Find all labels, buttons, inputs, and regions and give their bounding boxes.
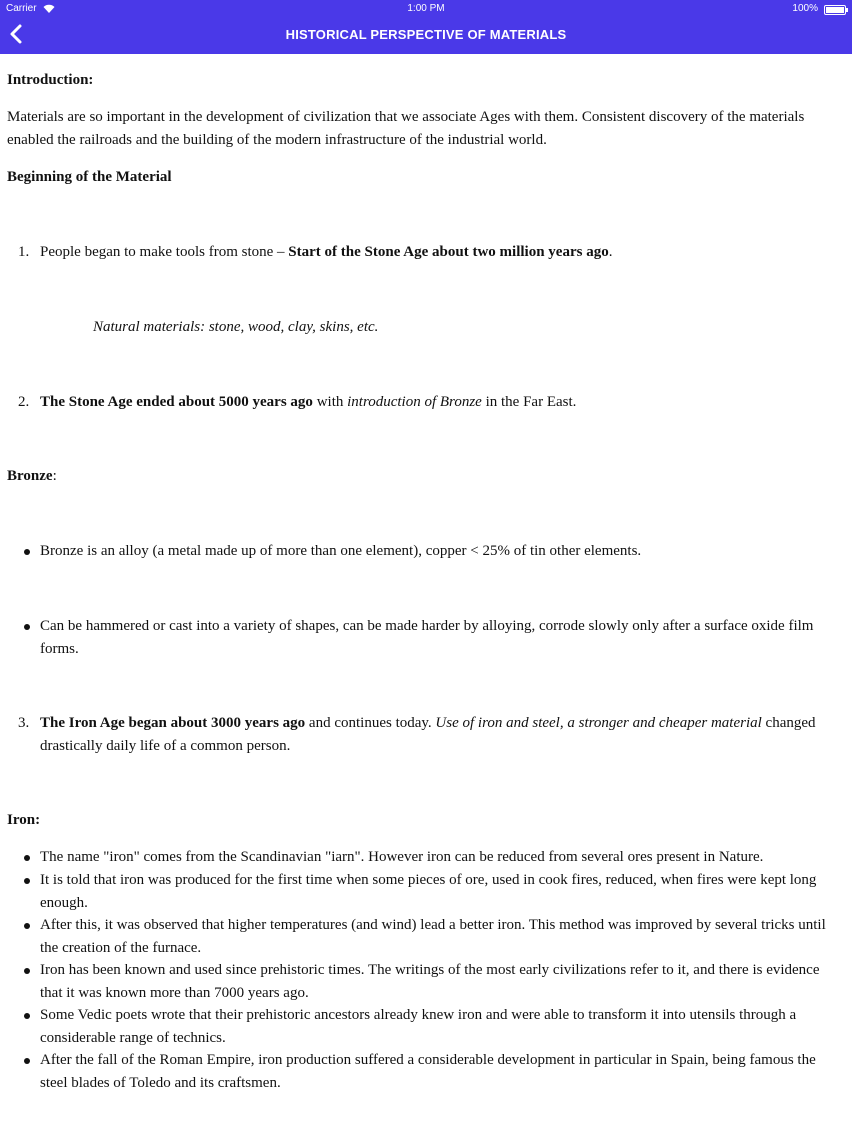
- navigation-bar: [0, 0, 852, 54]
- page-title: HISTORICAL PERSPECTIVE OF MATERIALS: [285, 27, 567, 42]
- introduction-paragraph: Materials are so important in the development of civilization that we associate Ages with them. Consistent discovery of the materials enabled the railroads and the building of the modern infrastructure of the industrial world.: [7, 109, 805, 148]
- battery-icon: [824, 5, 846, 15]
- carrier-label: Carrier: [6, 3, 37, 14]
- clock: 1:00 PM: [407, 3, 445, 14]
- natural-materials-note: Natural materials: stone, wood, clay, skins, etc.: [93, 319, 379, 335]
- status-bar: [0, 3, 852, 17]
- battery-percent: 100%: [792, 3, 818, 14]
- beginning-heading: Beginning of the Material: [7, 169, 172, 185]
- introduction-heading: Introduction:: [7, 72, 94, 88]
- iron-heading: Iron:: [7, 812, 41, 828]
- bronze-heading: Bronze:: [7, 468, 57, 484]
